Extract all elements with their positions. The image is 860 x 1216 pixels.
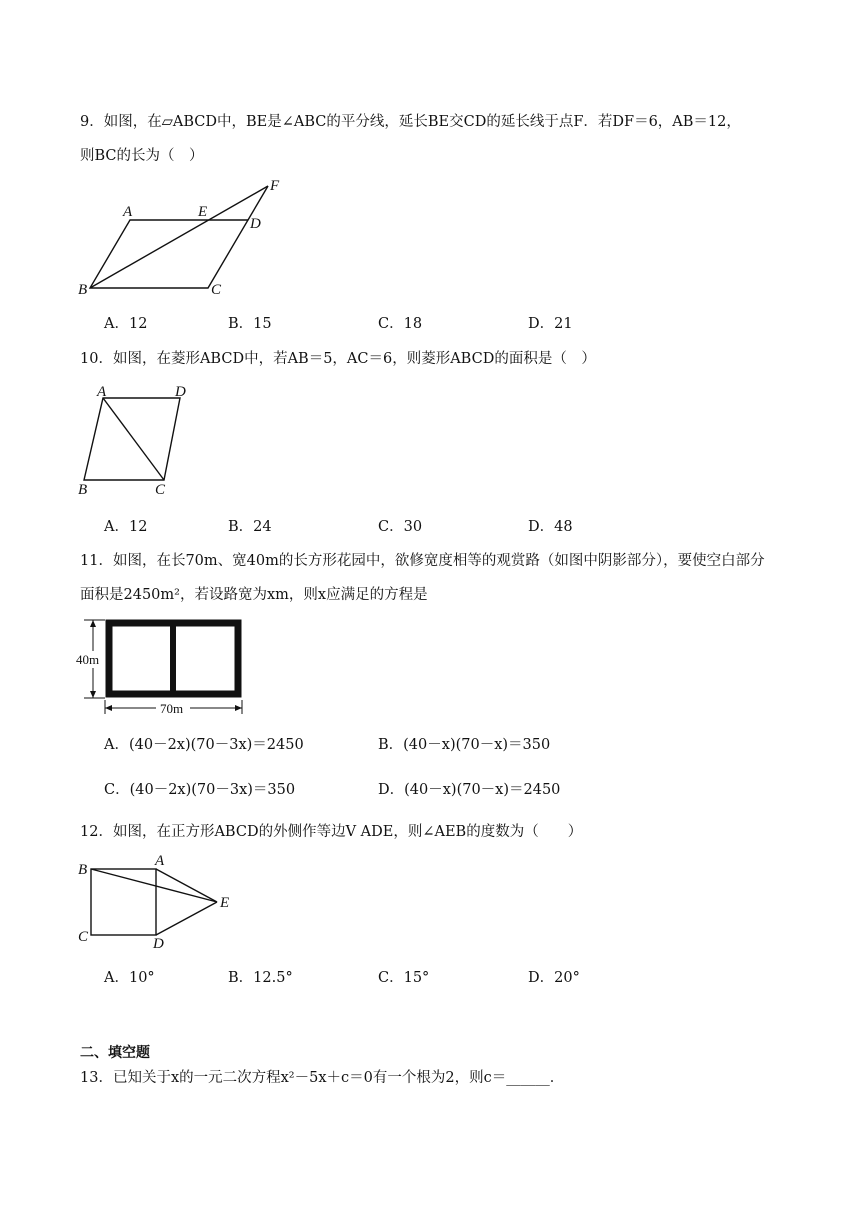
q10-option-c: C．30	[378, 519, 423, 535]
q10-label-a: A	[97, 384, 107, 400]
q11-text-line1: 11．如图，在长70m、宽40m的长方形花园中，欲修宽度相等的观赏路（如图中阴影部分），要使空白部分	[80, 553, 765, 569]
q12-option-d: D．20°	[528, 970, 580, 986]
q9-option-b: B．15	[228, 316, 272, 332]
q11-label-width: 70m	[160, 701, 184, 716]
q9-option-a: A．12	[104, 316, 148, 332]
q9-text-line2: 则BC的长为（ ）	[80, 148, 204, 164]
q12-option-b: B．12.5°	[228, 970, 293, 986]
q10-option-a: A．12	[104, 519, 148, 535]
q9-text-line1: 9．如图，在▱ABCD中，BE是∠ABC的平分线，延长BE交CD的延长线于点F．若DF＝6，AB＝12，	[80, 114, 741, 130]
q10-label-c: C	[155, 482, 166, 498]
q12-label-e: E	[220, 895, 230, 911]
q11-option-a: A．(40－2x)(70－3x)＝2450	[104, 737, 304, 753]
q9-label-c: C	[211, 282, 222, 298]
q12-option-c: C．15°	[378, 970, 430, 986]
q10-option-d: D．48	[528, 519, 573, 535]
q12-text-line1: 12．如图，在正方形ABCD的外侧作等边V ADE，则∠AEB的度数为（ ）	[80, 824, 583, 840]
section-title-fill-in: 二、填空题	[80, 1045, 150, 1061]
q11-option-d: D．(40－x)(70－x)＝2450	[378, 782, 561, 798]
q12-label-d: D	[153, 936, 164, 952]
q9-label-e: E	[198, 204, 208, 220]
q9-option-c: C．18	[378, 316, 423, 332]
q12-label-b: B	[78, 862, 88, 878]
q12-option-a: A．10°	[104, 970, 155, 986]
q9-label-a: A	[123, 204, 133, 220]
q12-label-a: A	[155, 853, 165, 869]
q11-option-b: B．(40－x)(70－x)＝350	[378, 737, 551, 753]
q9-label-f: F	[270, 178, 280, 194]
q12-label-c: C	[78, 929, 89, 945]
q11-label-height: 40m	[76, 652, 100, 667]
q11-option-c: C．(40－2x)(70－3x)＝350	[104, 782, 296, 798]
q10-option-b: B．24	[228, 519, 272, 535]
q9-label-b: B	[78, 282, 88, 298]
q10-label-b: B	[78, 482, 88, 498]
q11-text-line2: 面积是2450m²，若设路宽为xm，则x应满足的方程是	[80, 587, 428, 603]
q10-text-line1: 10．如图，在菱形ABCD中，若AB＝5，AC＝6，则菱形ABCD的面积是（ ）	[80, 351, 596, 367]
q10-label-d: D	[175, 384, 186, 400]
q9-option-d: D．21	[528, 316, 573, 332]
q9-label-d: D	[250, 216, 261, 232]
q13-text-line1: 13．已知关于x的一元二次方程x²－5x＋c＝0有一个根为2，则c＝______．	[80, 1070, 565, 1086]
